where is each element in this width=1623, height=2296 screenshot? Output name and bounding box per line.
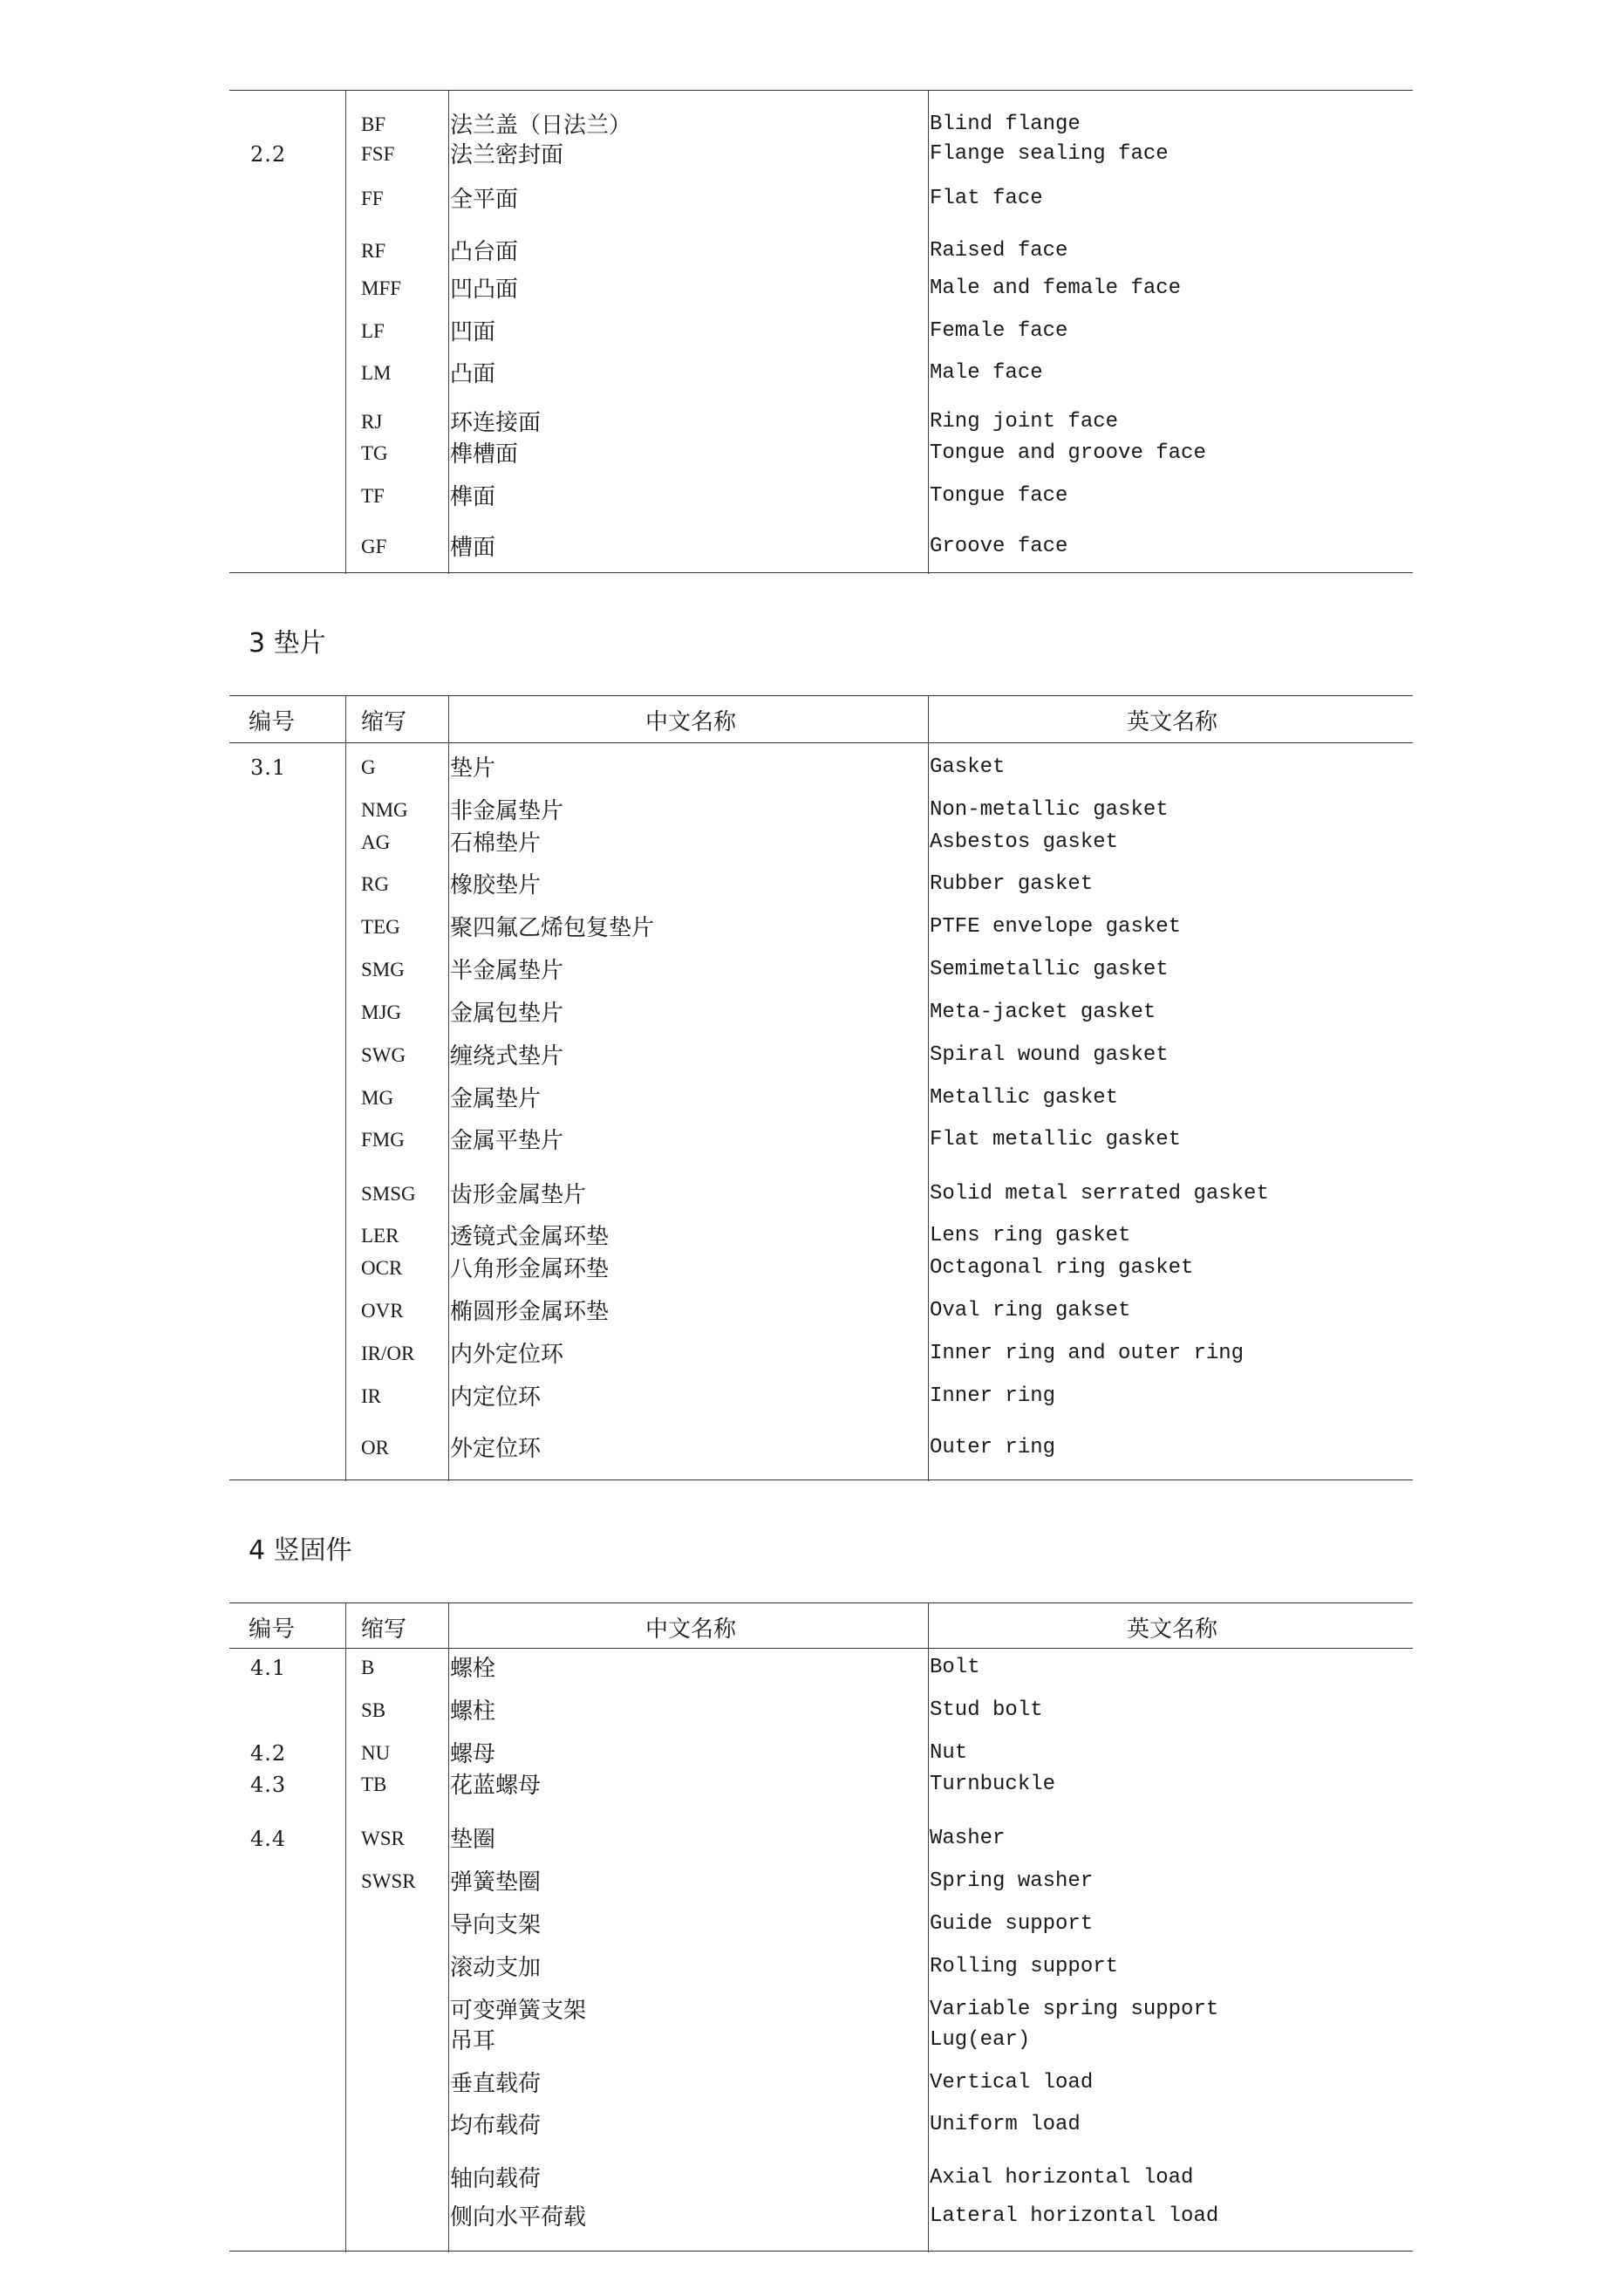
row-number: 4.2	[250, 1741, 287, 1766]
row-chinese-name: 螺母	[450, 1741, 496, 1767]
row-english-name: Guide support	[930, 1912, 1094, 1936]
row-english-name: Oval ring gakset	[930, 1299, 1131, 1322]
row-abbreviation: BF	[361, 113, 386, 135]
row-chinese-name: 金属垫片	[450, 1086, 542, 1112]
row-abbreviation: MJG	[361, 1001, 402, 1023]
header-bottom-rule	[229, 742, 1413, 743]
header-abbreviation: 缩写	[361, 709, 407, 735]
row-abbreviation: LF	[361, 320, 385, 342]
row-abbreviation: MFF	[361, 277, 402, 299]
row-english-name: Blind flange	[930, 113, 1081, 136]
row-english-name: Octagonal ring gasket	[930, 1256, 1194, 1280]
column-divider	[928, 695, 929, 1481]
row-english-name: Tongue face	[930, 484, 1068, 508]
row-chinese-name: 内外定位环	[450, 1342, 564, 1368]
row-abbreviation: OCR	[361, 1257, 403, 1279]
row-abbreviation: FF	[361, 188, 384, 209]
column-divider	[345, 695, 346, 1481]
row-abbreviation: NMG	[361, 799, 408, 821]
column-divider	[928, 90, 929, 574]
row-chinese-name: 透镜式金属环垫	[450, 1224, 610, 1250]
column-divider	[448, 90, 449, 574]
row-chinese-name: 吊耳	[450, 2028, 496, 2054]
column-divider	[448, 1602, 449, 2252]
row-english-name: Inner ring and outer ring	[930, 1342, 1245, 1365]
row-chinese-name: 均布载荷	[450, 2113, 542, 2139]
row-english-name: Solid metal serrated gasket	[930, 1182, 1269, 1206]
row-english-name: Bolt	[930, 1656, 980, 1679]
row-abbreviation: TEG	[361, 916, 400, 938]
row-english-name: Rolling support	[930, 1955, 1119, 1978]
table-top-rule	[229, 695, 1413, 696]
row-abbreviation: RF	[361, 240, 386, 262]
row-english-name: Spring washer	[930, 1869, 1094, 1893]
row-abbreviation: B	[361, 1657, 375, 1678]
row-english-name: Outer ring	[930, 1436, 1056, 1459]
row-chinese-name: 凸面	[450, 361, 496, 387]
row-chinese-name: 法兰密封面	[450, 142, 564, 168]
table-top-rule	[229, 1602, 1413, 1603]
row-chinese-name: 可变弹簧支架	[450, 1998, 587, 2024]
row-english-name: Axial horizontal load	[930, 2166, 1194, 2190]
row-chinese-name: 凹面	[450, 319, 496, 345]
header-number: 编号	[249, 1616, 297, 1643]
row-chinese-name: 八角形金属环垫	[450, 1256, 610, 1282]
row-chinese-name: 法兰盖（日法兰）	[450, 113, 632, 139]
row-english-name: Groove face	[930, 535, 1068, 558]
row-english-name: PTFE envelope gasket	[930, 915, 1182, 939]
row-abbreviation: NU	[361, 1742, 391, 1764]
column-divider	[448, 695, 449, 1481]
row-abbreviation: TB	[361, 1773, 387, 1795]
row-chinese-name: 花蓝螺母	[450, 1773, 542, 1799]
row-chinese-name: 槽面	[450, 535, 496, 561]
table-bottom-rule	[229, 572, 1413, 573]
row-english-name: Lug(ear)	[930, 2028, 1031, 2052]
column-divider	[928, 1602, 929, 2252]
row-number: 4.1	[250, 1656, 287, 1680]
row-chinese-name: 垫片	[450, 755, 496, 782]
row-abbreviation: LER	[361, 1225, 399, 1247]
row-chinese-name: 凸台面	[450, 239, 519, 265]
column-divider	[345, 1602, 346, 2252]
row-english-name: Rubber gasket	[930, 872, 1094, 896]
row-english-name: Asbestos gasket	[930, 830, 1119, 854]
row-number: 4.3	[250, 1773, 287, 1797]
row-chinese-name: 环连接面	[450, 410, 542, 436]
row-abbreviation: FMG	[361, 1129, 405, 1151]
row-english-name: Raised face	[930, 239, 1068, 263]
row-chinese-name: 滚动支加	[450, 1955, 542, 1981]
header-chinese-name: 中文名称	[644, 709, 736, 735]
table-bottom-rule	[229, 1479, 1413, 1480]
row-abbreviation: GF	[361, 536, 387, 557]
row-abbreviation: SMSG	[361, 1183, 416, 1205]
row-english-name: Lateral horizontal load	[930, 2204, 1219, 2228]
row-chinese-name: 椭圆形金属环垫	[450, 1299, 610, 1325]
row-abbreviation: TF	[361, 485, 385, 507]
row-chinese-name: 非金属垫片	[450, 798, 564, 824]
row-english-name: Turnbuckle	[930, 1773, 1056, 1796]
row-english-name: Washer	[930, 1827, 1006, 1850]
header-english-name: 英文名称	[1126, 709, 1217, 735]
header-bottom-rule	[229, 1648, 1413, 1649]
row-english-name: Nut	[930, 1741, 968, 1765]
row-abbreviation: AG	[361, 831, 391, 853]
row-chinese-name: 榫面	[450, 484, 496, 510]
table-bottom-rule	[229, 2251, 1413, 2252]
row-abbreviation: SWG	[361, 1044, 406, 1066]
row-english-name: Flat metallic gasket	[930, 1128, 1182, 1151]
row-chinese-name: 导向支架	[450, 1912, 542, 1938]
fastener-table	[229, 1602, 1413, 2252]
row-chinese-name: 弹簧垫圈	[450, 1869, 542, 1896]
row-english-name: Metallic gasket	[930, 1086, 1119, 1110]
row-chinese-name: 凹凸面	[450, 277, 519, 303]
row-abbreviation: TG	[361, 442, 388, 464]
row-chinese-name: 金属平垫片	[450, 1128, 564, 1154]
row-english-name: Ring joint face	[930, 410, 1119, 434]
row-chinese-name: 垂直载荷	[450, 2071, 542, 2097]
section-heading: 3 垫片	[249, 628, 326, 659]
row-chinese-name: 半金属垫片	[450, 958, 564, 984]
row-english-name: Flat face	[930, 187, 1043, 210]
row-abbreviation: SB	[361, 1699, 386, 1721]
row-chinese-name: 全平面	[450, 187, 519, 213]
row-abbreviation: OVR	[361, 1300, 404, 1322]
row-abbreviation: G	[361, 756, 376, 778]
row-abbreviation: RJ	[361, 411, 383, 433]
row-chinese-name: 金属包垫片	[450, 1001, 564, 1027]
row-abbreviation: MG	[361, 1087, 394, 1109]
row-english-name: Meta-jacket gasket	[930, 1001, 1156, 1024]
row-abbreviation: OR	[361, 1437, 389, 1459]
row-english-name: Uniform load	[930, 2113, 1081, 2136]
header-abbreviation: 缩写	[361, 1616, 407, 1643]
row-chinese-name: 内定位环	[450, 1384, 542, 1411]
row-abbreviation: IR/OR	[361, 1343, 415, 1364]
row-english-name: Non-metallic gasket	[930, 798, 1169, 822]
row-english-name: Gasket	[930, 755, 1006, 779]
row-chinese-name: 外定位环	[450, 1436, 542, 1462]
row-abbreviation: SMG	[361, 959, 405, 981]
section-heading: 4 竖固件	[249, 1535, 352, 1566]
row-chinese-name: 橡胶垫片	[450, 872, 542, 899]
row-chinese-name: 齿形金属垫片	[450, 1182, 587, 1208]
row-english-name: Stud bolt	[930, 1698, 1043, 1722]
row-english-name: Male face	[930, 361, 1043, 385]
row-abbreviation: WSR	[361, 1828, 405, 1849]
row-english-name: Female face	[930, 319, 1068, 343]
header-chinese-name: 中文名称	[644, 1616, 736, 1643]
table-top-rule	[229, 90, 1413, 91]
row-english-name: Tongue and groove face	[930, 441, 1206, 465]
header-number: 编号	[249, 709, 297, 735]
row-chinese-name: 缠绕式垫片	[450, 1043, 564, 1069]
row-abbreviation: IR	[361, 1385, 381, 1407]
gasket-table	[229, 695, 1413, 1481]
flange-face-table	[229, 90, 1413, 574]
row-english-name: Vertical load	[930, 2071, 1094, 2094]
row-chinese-name: 螺柱	[450, 1698, 496, 1725]
row-abbreviation: SWSR	[361, 1870, 416, 1892]
column-divider	[345, 90, 346, 574]
row-english-name: Variable spring support	[930, 1998, 1219, 2021]
header-english-name: 英文名称	[1126, 1616, 1217, 1643]
row-chinese-name: 垫圈	[450, 1827, 496, 1853]
row-english-name: Male and female face	[930, 277, 1182, 300]
row-english-name: Semimetallic gasket	[930, 958, 1169, 981]
row-chinese-name: 侧向水平荷载	[450, 2204, 587, 2231]
row-number: 3.1	[250, 755, 287, 780]
row-chinese-name: 石棉垫片	[450, 830, 542, 857]
row-chinese-name: 轴向载荷	[450, 2166, 542, 2192]
row-chinese-name: 聚四氟乙烯包复垫片	[450, 915, 655, 941]
row-english-name: Lens ring gasket	[930, 1224, 1131, 1247]
row-abbreviation: RG	[361, 873, 389, 895]
row-chinese-name: 螺栓	[450, 1656, 496, 1682]
row-chinese-name: 榫槽面	[450, 441, 519, 468]
row-english-name: Spiral wound gasket	[930, 1043, 1169, 1067]
row-english-name: Flange sealing face	[930, 142, 1169, 166]
row-english-name: Inner ring	[930, 1384, 1056, 1408]
row-abbreviation: FSF	[361, 143, 395, 165]
row-number: 4.4	[250, 1827, 287, 1851]
row-number: 2.2	[250, 142, 287, 167]
row-abbreviation: LM	[361, 362, 392, 384]
